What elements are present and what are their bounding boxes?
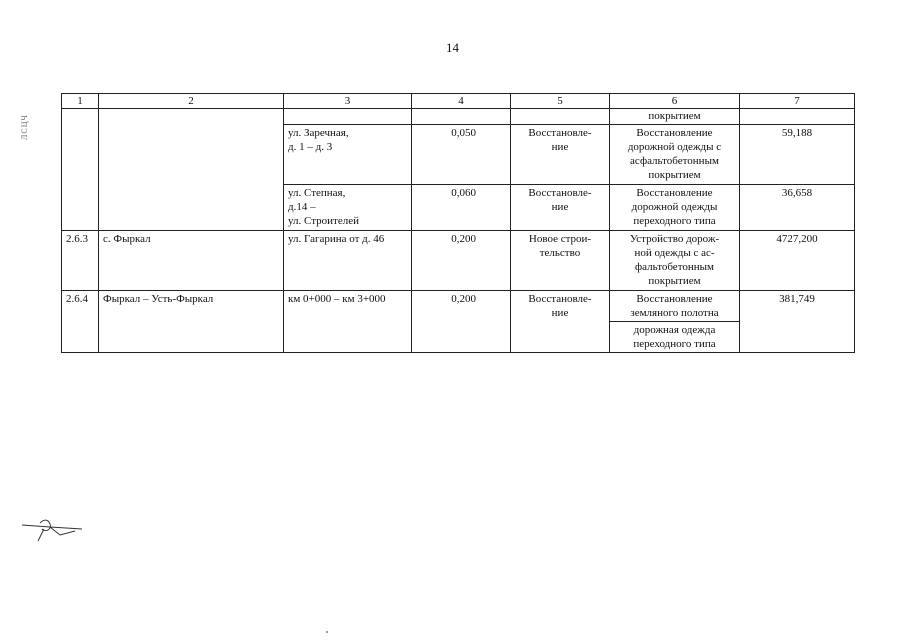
cell-number: 2.6.3 [62, 231, 99, 291]
cell-settlement [99, 109, 284, 231]
text-line: переходного типа [633, 338, 716, 350]
text-line: ул. Строителей [288, 215, 359, 227]
text-line: Новое строи- [528, 233, 592, 245]
cell-work-type [511, 231, 610, 291]
scan-speck [326, 631, 328, 633]
cell-cost: 59,188 [740, 125, 855, 185]
header-col-3: 3 [284, 94, 412, 109]
cell-description [610, 109, 740, 125]
cell-street [284, 185, 412, 231]
cell-length: 0,060 [412, 185, 511, 231]
text-line: ной одежды с ас- [634, 247, 715, 259]
header-col-4: 4 [412, 94, 511, 109]
cell-description [610, 185, 740, 231]
cell-settlement: с. Фыркал [99, 231, 284, 291]
cell-work-type [511, 185, 610, 231]
text-line: Восстановление [636, 293, 713, 305]
cell-length: 0,050 [412, 125, 511, 185]
cell-street: км 0+000 – км 3+000 [284, 291, 412, 353]
text-line: Восстановление [636, 187, 713, 199]
cell-length: 0,200 [412, 291, 511, 353]
cell-cost: 36,658 [740, 185, 855, 231]
text-line: дорожной одежды с [627, 141, 722, 153]
text-line: фальтобетонным [635, 261, 714, 273]
table-row [62, 109, 855, 125]
text-line: тельство [539, 247, 581, 259]
cell-street [284, 109, 412, 125]
text-line: ул. Заречная, [288, 127, 349, 139]
cell-street [284, 125, 412, 185]
cell-number [62, 109, 99, 231]
cell-cost: 4727,200 [740, 231, 855, 291]
text-line: дорожной одежды [631, 201, 718, 213]
header-col-2: 2 [99, 94, 284, 109]
text-line: Восстановление [636, 127, 713, 139]
cell-description [610, 231, 740, 291]
cell-description [610, 322, 740, 353]
cell-cost [740, 109, 855, 125]
table-row [62, 231, 855, 291]
cell-work-type [511, 109, 610, 125]
text-line: Восстановле- [528, 187, 592, 199]
header-col-6: 6 [610, 94, 740, 109]
text-line: асфальтобетонным [630, 155, 719, 167]
text-line: д. 1 – д. 3 [288, 141, 333, 153]
page-number: 14 [446, 40, 459, 55]
text-line: земляного полотна [630, 307, 719, 319]
cell-length [412, 109, 511, 125]
text-line: д.14 – [288, 201, 316, 213]
text-line: ул. Степная, [288, 187, 346, 199]
table-header-row [62, 94, 855, 109]
cell-street: ул. Гагарина от д. 46 [284, 231, 412, 291]
cell-work-type [511, 291, 610, 353]
text-line: Устройство дорож- [629, 233, 720, 245]
text-line: ние [551, 307, 569, 319]
text-line: покрытием [648, 275, 701, 287]
signature-mark [20, 515, 90, 545]
text-line: ние [551, 201, 569, 213]
cell-description [610, 291, 740, 322]
header-col-1: 1 [62, 94, 99, 109]
cell-work-type [511, 125, 610, 185]
header-col-5: 5 [511, 94, 610, 109]
text-line: покрытием [648, 110, 701, 122]
works-table [61, 93, 855, 353]
table-row [62, 291, 855, 322]
text-line: Восстановле- [528, 293, 592, 305]
cell-settlement: Фыркал – Усть-Фыркал [99, 291, 284, 353]
text-line: покрытием [648, 169, 701, 181]
header-col-7: 7 [740, 94, 855, 109]
text-line: переходного типа [633, 215, 716, 227]
cell-length: 0,200 [412, 231, 511, 291]
margin-stamp: ЛСЦЧ [20, 114, 29, 140]
cell-cost: 381,749 [740, 291, 855, 353]
text-line: Восстановле- [528, 127, 592, 139]
text-line: дорожная одежда [633, 324, 716, 336]
cell-number: 2.6.4 [62, 291, 99, 353]
text-line: ние [551, 141, 569, 153]
cell-description [610, 125, 740, 185]
